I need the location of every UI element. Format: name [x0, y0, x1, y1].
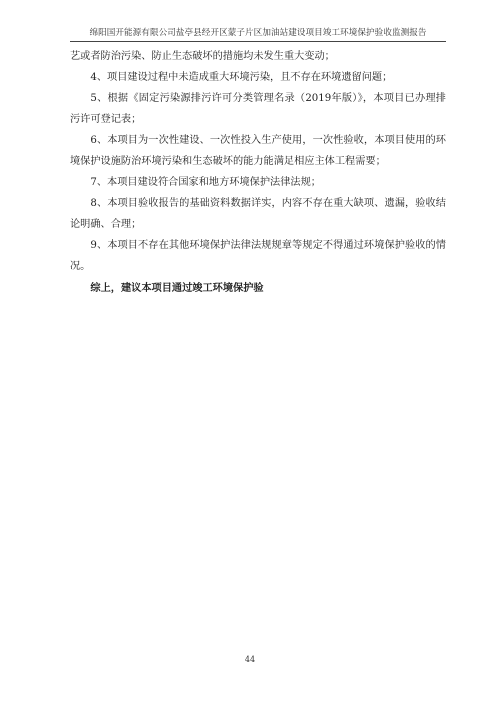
- page-header: 绵阳国开能源有限公司盐亭县经开区蒙子片区加油站建设项目竣工环境保护验收监测报告: [89, 28, 427, 38]
- paragraph-item-6: 6、本项目为一次性建设、一次性投入生产使用，一次性验收，本项目使用的环境保护设施防治环境污染和生态破坏的能力能满足相应主体工程需要；: [70, 135, 446, 167]
- document-body: [70, 46, 446, 299]
- conclusion-text: 综上，建议本项目通过竣工环境保护验: [90, 282, 264, 294]
- paragraph-item-8: 8、本项目验收报告的基础资料数据详实，内容不存在重大缺项、遗漏，验收结论明确、合理；: [70, 198, 446, 230]
- header-divider: [70, 41, 446, 42]
- paragraph-item-4: 4、项目建设过程中未造成重大环境污染，且不存在环境遗留问题；: [90, 72, 393, 83]
- page-number: 44: [244, 655, 256, 664]
- paragraph-item-7: 7、本项目建设符合国家和地方环境保护法律法规；: [90, 177, 321, 188]
- paragraph-continuation: 艺或者防治污染、防止生态破坏的措施均未发生重大变动；: [70, 51, 335, 62]
- paragraph-item-9: 9、本项目不存在其他环境保护法律法规规章等规定不得通过环境保护验收的情况。: [70, 240, 446, 272]
- paragraph-item-5: 5、根据《固定污染源排污许可分类管理名录（2019年版）》，本项目已办理排污许可登记表；: [70, 93, 446, 125]
